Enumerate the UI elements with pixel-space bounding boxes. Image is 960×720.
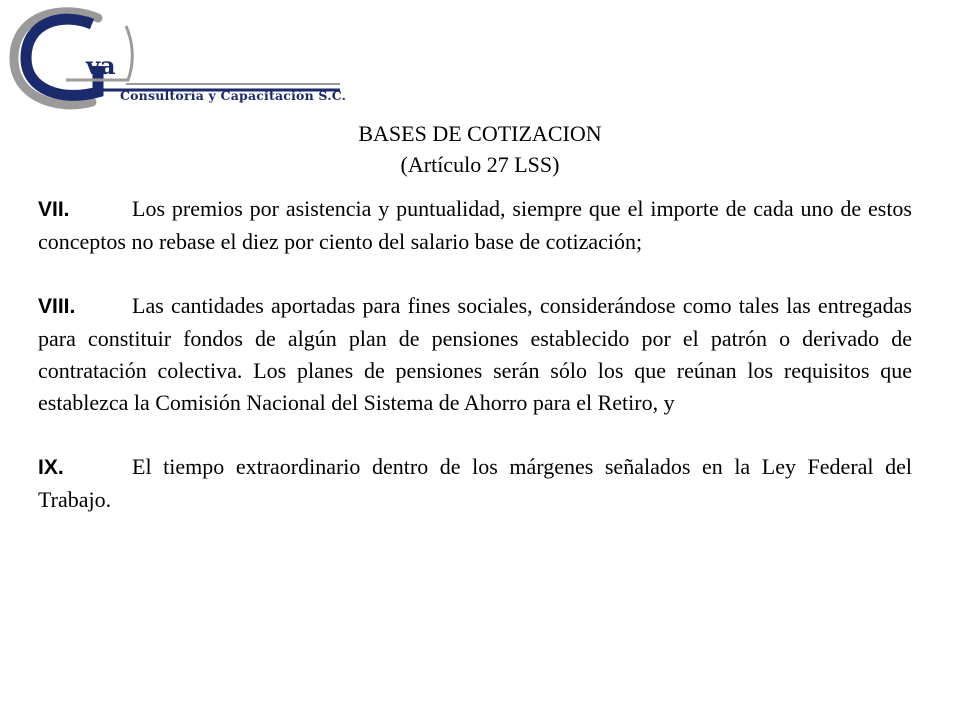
- paragraph-ix: [38, 451, 912, 516]
- paragraph-number: VIII.: [38, 295, 76, 318]
- title-line-1: BASES DE COTIZACION: [358, 121, 602, 146]
- title-line-2: (Artículo 27 LSS): [400, 152, 560, 177]
- paragraph-text: El tiempo extraordinario dentro de los márgenes señalados en la Ley Federal del Trabajo.: [38, 454, 912, 512]
- paragraph-number: IX.: [38, 456, 64, 479]
- paragraph-text: Los premios por asistencia y puntualidad, siempre que el importe de cada uno de estos conceptos no rebase el diez por ciento del salario base de cotización;: [38, 196, 912, 254]
- paragraph-vii: [38, 193, 912, 258]
- paragraph-text: Las cantidades aportadas para fines sociales, considerándose como tales las entregadas para constituir fondos de algún plan de pensiones establecido por el patrón o derivado de contratación colectiva. Los planes de pensiones serán sólo los que reúnan los requisitos que establezca la Comisión Nacional del Sistema de Ahorro para el Retiro, y: [38, 293, 912, 415]
- logo-letters: va: [86, 51, 116, 80]
- company-name: Consultoría y Capacitación S.C.: [120, 88, 347, 103]
- paragraph-number: VII.: [38, 198, 70, 221]
- paragraph-viii: [38, 290, 912, 419]
- document-title: [0, 118, 960, 180]
- document-body: [38, 193, 912, 548]
